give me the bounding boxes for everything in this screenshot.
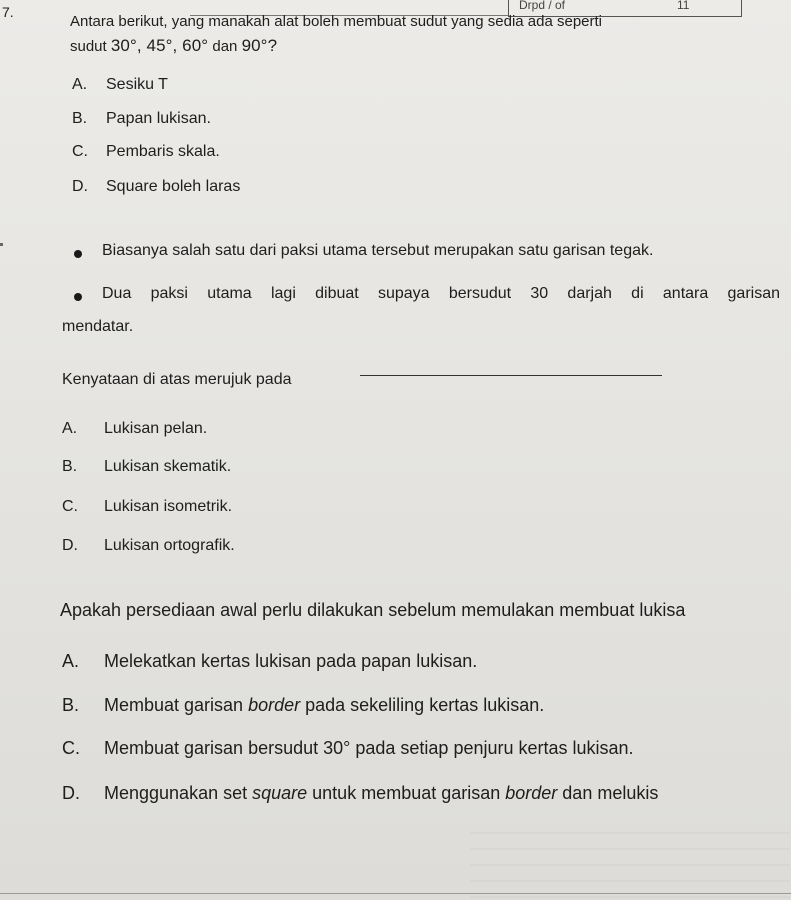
option-angle: 30° bbox=[323, 738, 351, 758]
bullet-point bbox=[74, 293, 82, 301]
option-text-continued: untuk membuat garisan bbox=[307, 783, 506, 803]
option-letter: C. bbox=[72, 143, 88, 160]
question-9-option-a bbox=[62, 651, 477, 672]
option-letter: A. bbox=[72, 76, 88, 93]
option-text: Papan lukisan. bbox=[106, 110, 211, 127]
option-text: Menggunakan set bbox=[104, 783, 253, 803]
question-9-option-b bbox=[62, 695, 544, 716]
option-italic-term: border bbox=[248, 695, 301, 715]
option-text: Lukisan pelan. bbox=[104, 420, 208, 437]
option-letter: D. bbox=[62, 783, 80, 803]
header-page-number: 11 bbox=[677, 0, 690, 12]
statement-1: Biasanya salah satu dari paksi utama tersebut merupakan satu garisan tegak. bbox=[102, 242, 654, 259]
question-8-option-c bbox=[62, 498, 232, 516]
question-7-text: sudut bbox=[70, 38, 111, 55]
question-8-option-b bbox=[62, 458, 231, 476]
option-italic-term-2: border bbox=[505, 783, 558, 803]
question-7-last-angle: 90°? bbox=[241, 36, 278, 55]
margin-mark bbox=[0, 243, 3, 246]
option-text: Square boleh laras bbox=[106, 178, 241, 195]
statement-2-continuation: mendatar. bbox=[62, 318, 134, 335]
option-text: Pembaris skala. bbox=[106, 143, 220, 160]
option-letter: B. bbox=[62, 695, 80, 715]
question-8-option-d bbox=[62, 537, 235, 555]
question-7-option-c bbox=[72, 143, 220, 161]
option-letter: B. bbox=[72, 110, 88, 127]
page-bottom-edge bbox=[0, 893, 791, 894]
question-7-option-d bbox=[72, 178, 240, 196]
question-7-angles: 30°, 45°, 60° bbox=[110, 36, 209, 55]
option-text: Melekatkan kertas lukisan pada papan lukisan. bbox=[104, 651, 478, 671]
option-text: Lukisan skematik. bbox=[104, 458, 232, 475]
question-7-number: 7. bbox=[2, 4, 14, 20]
option-text: Membuat garisan bersudut bbox=[104, 738, 324, 758]
header-left-text: Drpd / of bbox=[519, 0, 566, 12]
option-letter: C. bbox=[62, 738, 80, 758]
option-letter: B. bbox=[62, 458, 78, 475]
bullet-point bbox=[74, 250, 82, 258]
option-text-continued: pada sekeliling kertas lukisan. bbox=[300, 695, 545, 715]
option-text-end: dan melukis bbox=[557, 783, 659, 803]
option-text-continued: pada setiap penjuru kertas lukisan. bbox=[350, 738, 634, 758]
question-8-stem: Kenyataan di atas merujuk pada bbox=[62, 371, 292, 388]
question-9-option-d bbox=[62, 783, 658, 804]
question-7-conjunction: dan bbox=[208, 38, 242, 55]
option-letter: D. bbox=[62, 537, 78, 554]
option-text: Membuat garisan bbox=[104, 695, 249, 715]
show-through-text bbox=[470, 818, 790, 898]
question-7-option-a bbox=[72, 76, 168, 94]
answer-blank bbox=[360, 375, 662, 376]
option-text: Lukisan ortografik. bbox=[104, 537, 235, 554]
question-9-option-c bbox=[62, 738, 634, 759]
option-letter: A. bbox=[62, 420, 78, 437]
option-italic-term: square bbox=[252, 783, 308, 803]
question-8-option-a bbox=[62, 420, 207, 438]
option-letter: C. bbox=[62, 498, 78, 515]
option-text: Sesiku T bbox=[106, 76, 168, 93]
option-text: Lukisan isometrik. bbox=[104, 498, 233, 515]
question-9-stem: Apakah persediaan awal perlu dilakukan sebelum memulakan membuat lukisa bbox=[60, 600, 686, 620]
option-letter: D. bbox=[72, 178, 88, 195]
option-letter: A. bbox=[62, 651, 80, 671]
question-7-option-b bbox=[72, 110, 211, 128]
question-7-line-2 bbox=[70, 36, 277, 56]
statement-2: Dua paksi utama lagi dibuat supaya bersudut 30 darjah di antara garisan bbox=[102, 285, 780, 302]
question-7-line-1: Antara berikut, yang manakah alat boleh membuat sudut yang sedia ada seperti bbox=[70, 13, 603, 30]
